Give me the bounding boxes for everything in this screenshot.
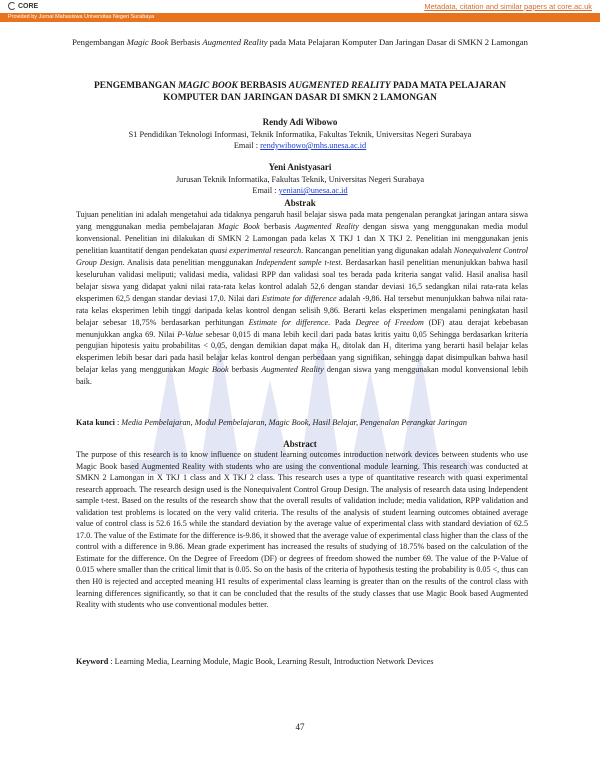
- running-head: [70, 36, 530, 48]
- kata-kunci-value: Media Pembelajaran, Modul Pembelajaran, Magic Book, Hasil Belajar, Pengenalan Perangkat Jaringan: [121, 418, 467, 427]
- email-link[interactable]: yeniani@unesa.ac.id: [278, 186, 348, 195]
- email-label: Email :: [252, 186, 279, 195]
- title-text: BERBASIS: [237, 81, 289, 91]
- title-em: AUGMENTED REALITY: [288, 81, 391, 91]
- email-label: Email :: [233, 141, 261, 150]
- abstract-heading: Abstract: [283, 439, 317, 449]
- author-block-2: [70, 162, 530, 197]
- author-email: [70, 185, 530, 197]
- author-affiliation: Jurusan Teknik Informatika, Fakultas Teknik, Universitas Negeri Surabaya: [175, 174, 425, 184]
- running-head-text: Berbasis: [168, 37, 203, 47]
- core-logo-text: CORE: [18, 2, 39, 10]
- running-head-text: pada Mata Pelajaran Komputer Dan Jaringan Dasar di SMKN 2 Lamongan: [267, 37, 528, 47]
- core-logo-icon: [8, 2, 16, 10]
- title-text: PENGEMBANGAN: [93, 81, 179, 91]
- keyword-label: Keyword: [76, 657, 109, 666]
- provided-by-bar: [0, 13, 600, 22]
- page-number: 47: [295, 722, 305, 732]
- abstrak-heading: Abstrak: [284, 198, 316, 208]
- author-name: Rendy Adi Wibowo: [262, 117, 338, 127]
- keyword: Keyword : Learning Media, Learning Module, Magic Book, Learning Result, Introduction Network Devices: [76, 657, 434, 666]
- title-em: MAGIC BOOK: [178, 81, 238, 91]
- abstrak-body: Tujuan penelitian ini adalah mengetahui ada tidaknya pengaruh hasil belajar siswa pada mata pengenalan perangkat jaringan antara siswa yang menggunakan media pembelajaran Magic Book berbasis Augmented Reality dengan siswa yang menggunakan media modul konvensional. Penelitian ini dilakukan di SMKN 2 Lamongan pada kelas X TKJ 1 dan X TKJ 2. Penelitian ini menggunakan jenis penelitian kuantitatif dengan pendekatan quasi experimental research. Rancangan penelitian yang digunakan adalah Nonequivalent Control Group Design. Analisis data penelitian menggunakan Independent sample t-test. Berdasarkan hasil penelitian menunjukkan bahwa hasil keseluruhan validasi meliputi; validasi media, validasi RPP dan validasi soal tes berada pada kriteria sangat valid. Hasil analisa hasil belajar siswa yang didapat yakni nilai rata-rata kelas kontrol adalah 52,6 dengan standar deviasi 16,5 sedangkan nilai rata-rata kelas eksperimen 62,5 dengan standar deviasi 17,0. Nilai dari Estimate for difference adalah -9,86. Hal tersebut menunjukkan bahwa nilai rata-rata kelas eksperimen lebih tinggi daripada kelas kontrol dengan selisih 9,86. Berarti kelas eksperimen mengalami peningkatan hasil belajar sebesar 18,75% berdasarkan perhitungan Estimate for difference. Pada Degree of Freedom (DF) atau derajat kebebasan menunjukkan angka 69. Nilai P-Value sebesar 0,015 di mana lebih kecil dari pada batas kritis yaitu 0,05 Sehingga berdasarkan kriteria pengujian hipotesis yaitu probabilitas < 0,05, dengan demikian dapat maka H₀ ditolak dan H₁ diterima yang berarti hasil belajar kelas eksperimen lebih besar dari pada hasil belajar kelas kontrol dengan perbedaan yang signifikan, sehingga dapat disimpulkan bahwa hasil belajar kelas yang menggunakan Magic Book berbasis Augmented Reality dengan siswa yang menggunakan modul konvensional lebih baik.: [76, 210, 529, 387]
- kata-kunci-label: Kata kunci: [76, 418, 115, 427]
- running-head-em: Augmented Reality: [202, 37, 268, 47]
- email-link[interactable]: rendywibowo@mhs.unesa.ac.id: [260, 141, 367, 150]
- running-head-em: Magic Book: [126, 37, 169, 47]
- author-block-1: [70, 117, 530, 152]
- running-head-text: Pengembangan: [72, 37, 127, 47]
- author-affiliation: S1 Pendidikan Teknologi Informasi, Teknik Informatika, Fakultas Teknik, Universitas Negeri Surabaya: [128, 129, 472, 139]
- provided-by-text[interactable]: Provided by Jurnal Mahasiswa Universitas Negeri Surabaya: [8, 14, 155, 20]
- title-text: PADA MATA PELAJARAN KOMPUTER DAN JARINGAN DASAR DI SMKN 2 LAMONGAN: [163, 81, 507, 103]
- author-name: Yeni Anistyasari: [268, 162, 332, 172]
- keyword-value: Learning Media, Learning Module, Magic Book, Learning Result, Introduction Network Devices: [114, 657, 434, 666]
- author-email: [70, 140, 530, 152]
- abstract-body: The purpose of this research is to know influence on student learning outcomes introduction network devices between students who use Magic Book based Augmented Reality with students who are using the conventional module learning. This research was conducted at SMKN 2 Lamongan in X TKJ 1 class and X TKJ 2 class. This research uses a type of quantitative research with quasi experimental research approach. The research design used is the Nonequivalent Control Group Design. The analysis of research data using Independent sample t-test. Based on the results of the research show that the overall results of validation include; media validation, RPP validation and validation test problems is located on the very valid criteria. The results of the analysis of student learning outcomes obtained average value of control class is 52.6 16.5 while the standard deviation by the average value of experimental class with standard deviation of 62.5 17.0. The value of the Estimate for the difference is-9.86, it showed that the average value of experimental class higher than the class of the control with a difference in 9.86. Mean grade experiment has increased the results of studying of 18.75% based on the calculation of the Estimate for the difference. On the Degree of Freedom (DF) or degrees of freedom showed the number 69. The value of the P-Value of 0.015 where smaller than the critical limit that is 0.05. So on the basis of the criteria of hypothesis testing the probability is 0.05 <, thus can then H0 is rejected and accepted meaning H1 results of experimental class learning is greater than on the results of the control class with learning differences significantly, so that it can be concluded that the results of the study classes that use Magic Book based Augmented Reality with students who use conventional modules better.: [76, 450, 528, 610]
- paper-title: [70, 80, 530, 104]
- kata-kunci: Kata kunci : Media Pembelajaran, Modul Pembelajaran, Magic Book, Hasil Belajar, Pengenalan Perangkat Jaringan: [76, 418, 467, 427]
- core-logo[interactable]: [8, 2, 38, 10]
- core-metadata-link[interactable]: Metadata, citation and similar papers at core.ac.uk: [424, 2, 592, 11]
- core-header: [0, 0, 600, 13]
